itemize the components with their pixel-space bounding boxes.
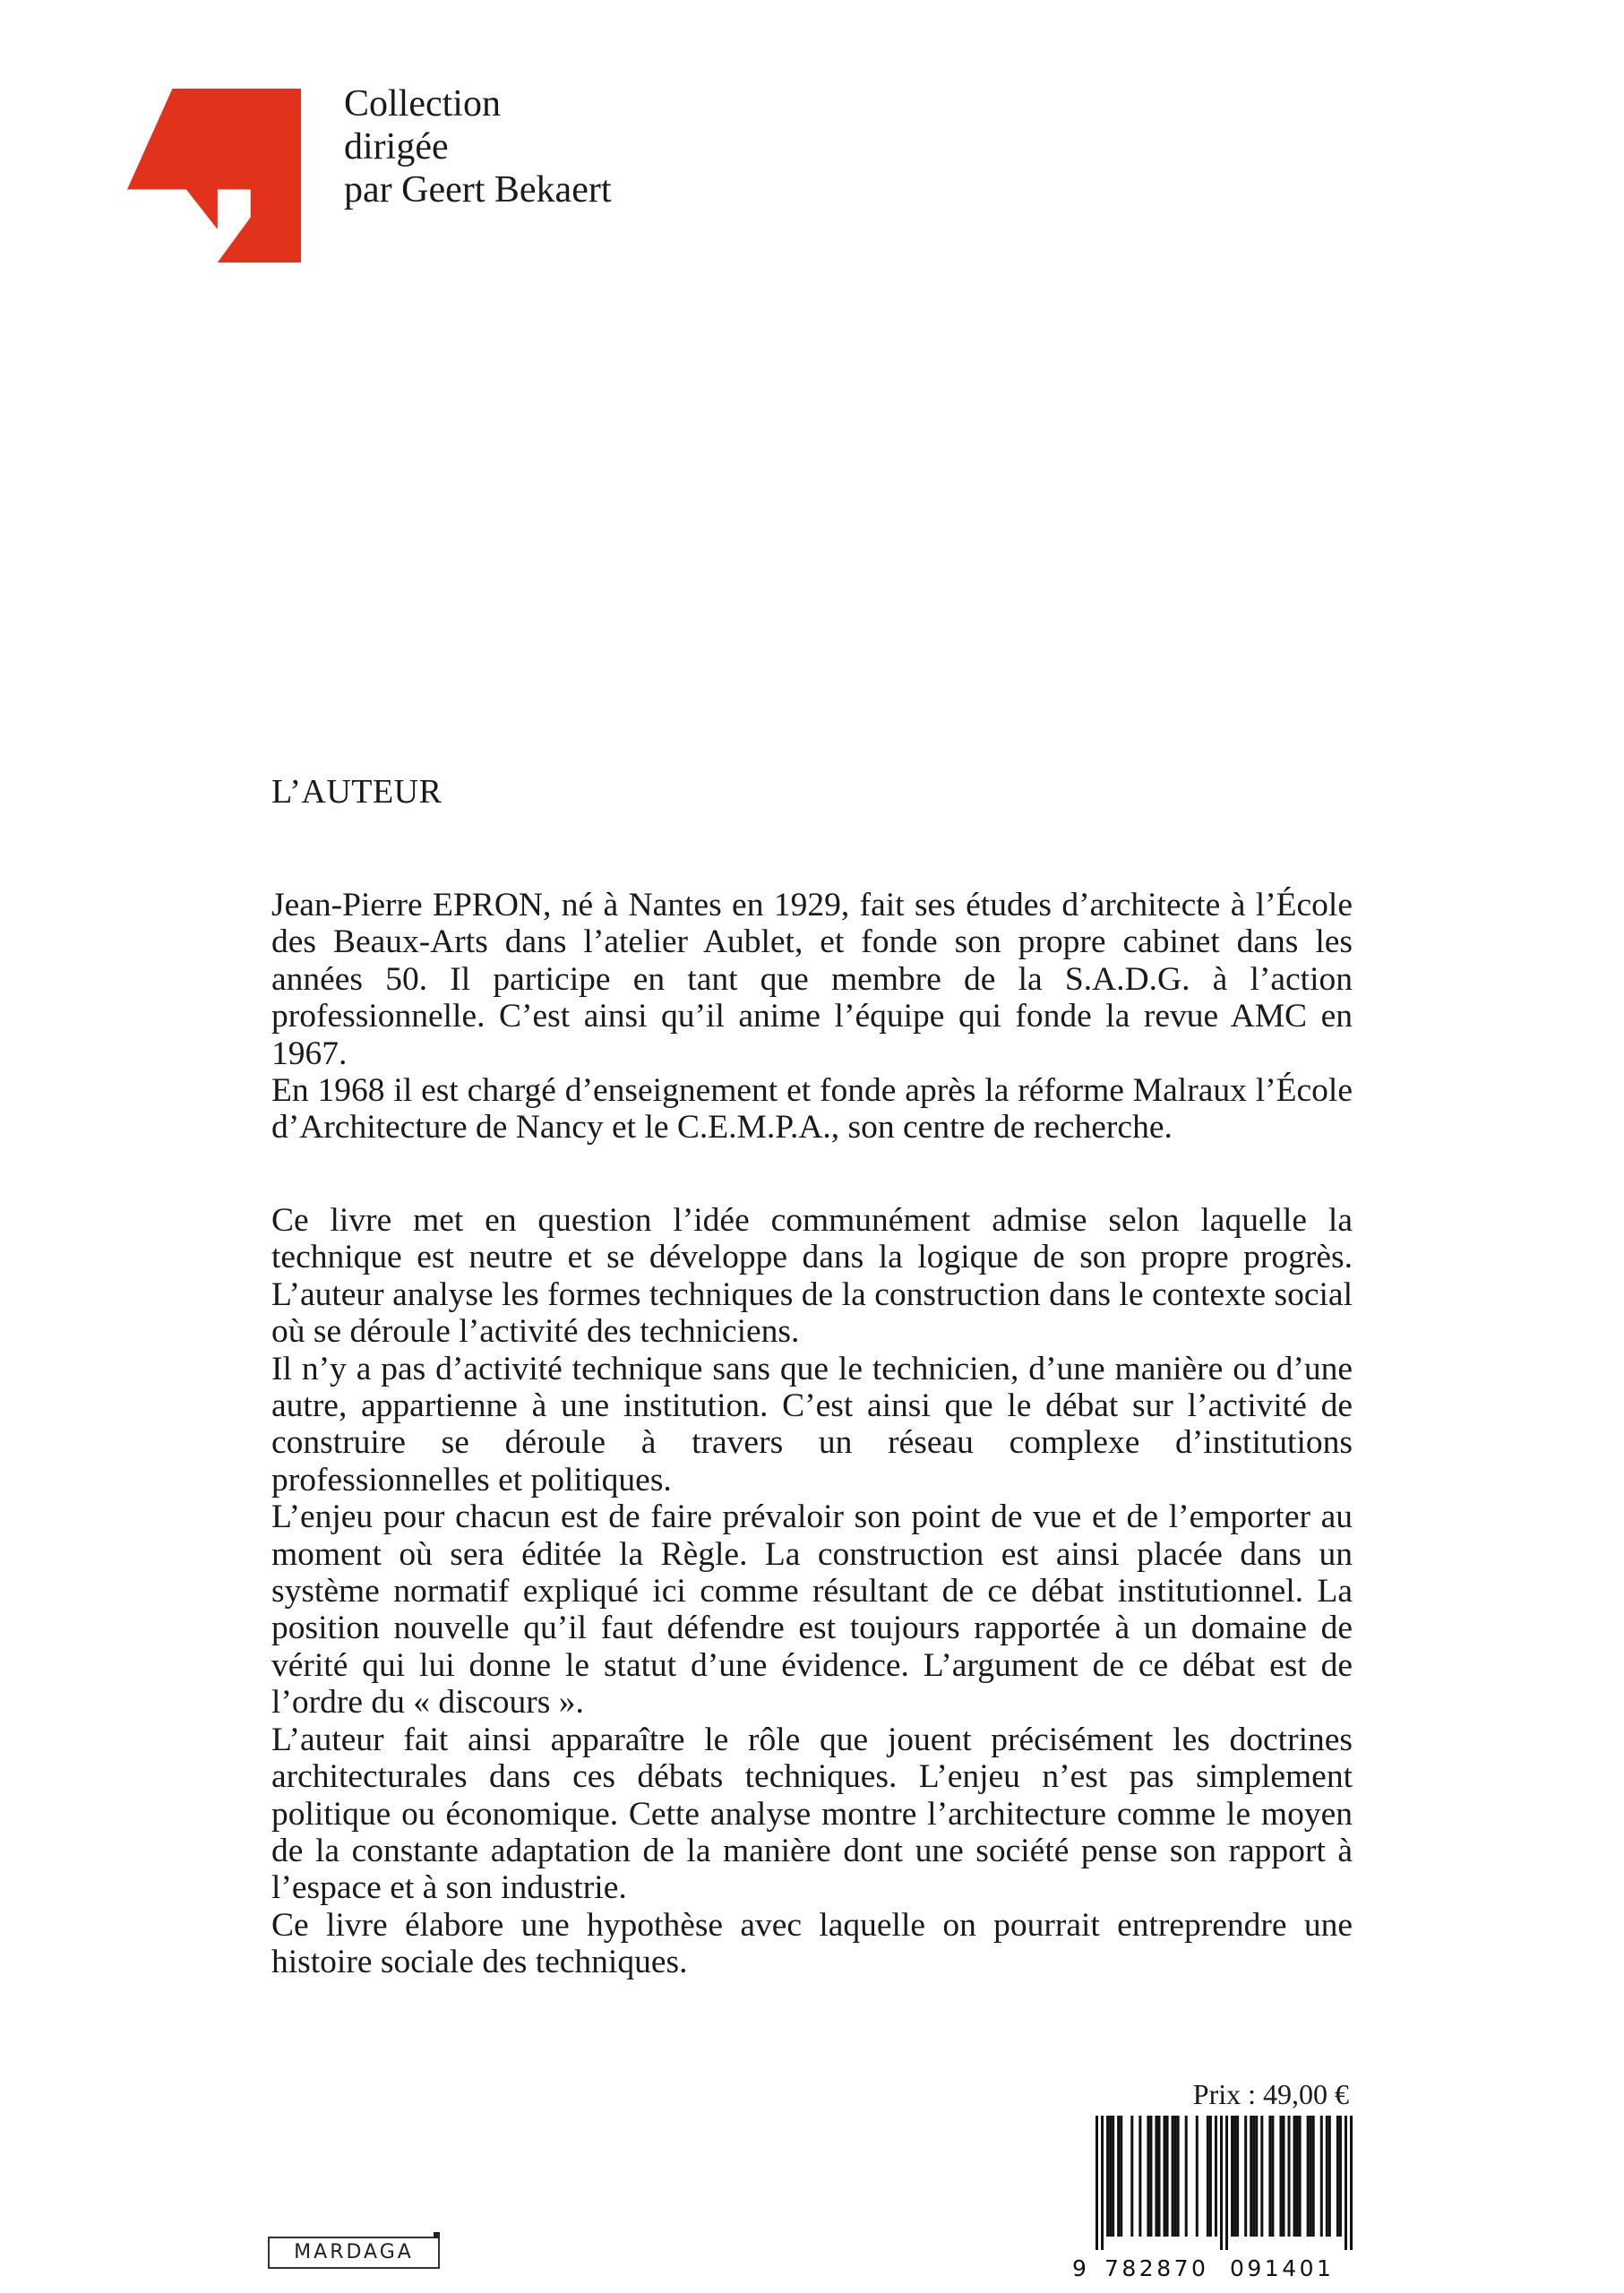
barcode-bar: [1120, 2116, 1122, 2237]
barcode-bar: [1307, 2116, 1310, 2237]
author-bio: [271, 887, 1353, 1146]
barcode-bar: [1250, 2116, 1252, 2237]
barcode-bar: [1244, 2116, 1247, 2237]
barcode-bar: [1164, 2116, 1166, 2237]
barcode-bar: [1260, 2116, 1263, 2237]
barcode-bar: [1106, 2116, 1109, 2237]
price-label: Prix : 49,00 €: [1192, 2078, 1349, 2110]
summary-paragraph: Ce livre élabore une hypothèse avec laquelle on pourrait entreprendre une histoire sociale des techniques.: [271, 1906, 1353, 1981]
barcode-bar: [1326, 2116, 1328, 2237]
barcode-bar: [1296, 2116, 1299, 2237]
barcode-bar: [1174, 2116, 1177, 2237]
barcode-bar: [1112, 2116, 1114, 2237]
barcode-bar: [1130, 2116, 1133, 2237]
barcode-bar: [1312, 2116, 1315, 2237]
barcode-bar: [1233, 2116, 1236, 2237]
barcode-bar: [1166, 2116, 1169, 2237]
author-bio-paragraph: En 1968 il est chargé d’enseignement et fonde après la réforme Malraux l’École d’Architecture de Nancy et le C.E.M.P.A., son centre de recherche.: [271, 1072, 1353, 1146]
barcode-bar: [1207, 2116, 1209, 2237]
barcode-bar: [1336, 2116, 1339, 2237]
publisher-logo: MARDAGA: [268, 2237, 440, 2269]
barcode-bar: [1328, 2116, 1331, 2237]
barcode-bar: [1279, 2116, 1282, 2237]
barcode-bar: [1147, 2116, 1149, 2237]
barcode-guard-bar: [1350, 2116, 1353, 2250]
barcode-guard-bar: [1096, 2116, 1098, 2250]
barcode-bar: [1310, 2116, 1312, 2237]
barcode-bar: [1215, 2116, 1217, 2237]
barcode-bar: [1209, 2116, 1212, 2237]
section-title: L’AUTEUR: [271, 773, 443, 811]
barcode-bar: [1172, 2116, 1174, 2237]
barcode-bar: [1282, 2116, 1285, 2237]
barcode-bar: [1155, 2116, 1157, 2237]
barcode-bar: [1117, 2116, 1120, 2237]
summary-paragraph: Ce livre met en question l’idée communément admise selon laquelle la technique est neutre et se développe dans la logique de son propre progrès. L’auteur analyse les formes techniques de la construction dans le contexte social où se déroule l’activité des techniciens.: [271, 1202, 1353, 1351]
author-bio-paragraph: Jean-Pierre EPRON, né à Nantes en 1929, fait ses études d’architecte à l’École des Beaux-Arts dans l’atelier Aublet, et fonde son propre cabinet dans les années 50. Il participe en tant que membre de la S.A.D.G. à l’action professionnelle. C’est ainsi qu’il anime l’équipe qui fonde la revue AMC en 1967.: [271, 887, 1353, 1072]
barcode-bar: [1293, 2116, 1296, 2237]
publisher-logo-dot: [434, 2232, 440, 2238]
barcode-guard-bar: [1220, 2116, 1223, 2250]
summary-paragraph: L’enjeu pour chacun est de faire prévaloir son point de vue et de l’emporter au moment où sera éditée la Règle. La construction est ainsi placée dans un système normatif expliqué ici comme résultant de ce débat institutionnel. La position nouvelle qu’il faut défendre est toujours rapportée à un domaine de vérité qui lui donne le statut d’une évidence. L’argument de ce débat est de l’ordre du « discours ».: [271, 1499, 1353, 1722]
collection-editor-note: [344, 82, 612, 211]
barcode-bar: [1255, 2116, 1258, 2237]
book-summary: [271, 1202, 1353, 1981]
barcode-bar: [1149, 2116, 1152, 2237]
collection-line: dirigée: [344, 126, 449, 167]
barcode-bar: [1268, 2116, 1271, 2237]
barcode-guard-bar: [1101, 2116, 1104, 2250]
barcode-bar: [1339, 2116, 1342, 2237]
barcode-bar: [1185, 2116, 1188, 2237]
barcode-digit-first: 9: [1072, 2255, 1087, 2281]
barcode-bar: [1157, 2116, 1160, 2237]
barcode-bar: [1139, 2116, 1141, 2237]
barcode-digits-left: 782870: [1104, 2255, 1209, 2281]
barcode-bar: [1320, 2116, 1323, 2237]
barcode-bar: [1252, 2116, 1255, 2237]
barcode-bar: [1236, 2116, 1239, 2237]
publisher-arrow-logo-icon: [127, 89, 301, 262]
collection-line: par Geert Bekaert: [344, 169, 612, 210]
barcode-bar: [1109, 2116, 1112, 2237]
barcode-bar: [1299, 2116, 1302, 2237]
isbn-barcode: [1096, 2116, 1353, 2250]
barcode-bar: [1271, 2116, 1274, 2237]
barcode-guard-bar: [1345, 2116, 1347, 2250]
barcode-bar: [1196, 2116, 1199, 2237]
barcode-bar: [1287, 2116, 1290, 2237]
barcode-digits-right: 091401: [1230, 2255, 1335, 2281]
barcode-guard-bar: [1225, 2116, 1228, 2250]
summary-paragraph: L’auteur fait ainsi apparaître le rôle que jouent précisément les doctrines architecturales dans ces débats techniques. L’enjeu n’est pas simplement politique ou économique. Cette analyse montre l’architecture comme le moyen de la constante adaptation de la manière dont une société pense son rapport à l’espace et à son industrie.: [271, 1721, 1353, 1907]
summary-paragraph: Il n’y a pas d’activité technique sans que le technicien, d’une manière ou d’une autre, appartienne à une institution. C’est ainsi que le débat sur l’activité de construire se déroule à travers un réseau complexe d’institutions professionnelles et politiques.: [271, 1350, 1353, 1499]
barcode-bar: [1177, 2116, 1180, 2237]
barcode-bar: [1231, 2116, 1233, 2237]
collection-line: Collection: [344, 83, 501, 125]
